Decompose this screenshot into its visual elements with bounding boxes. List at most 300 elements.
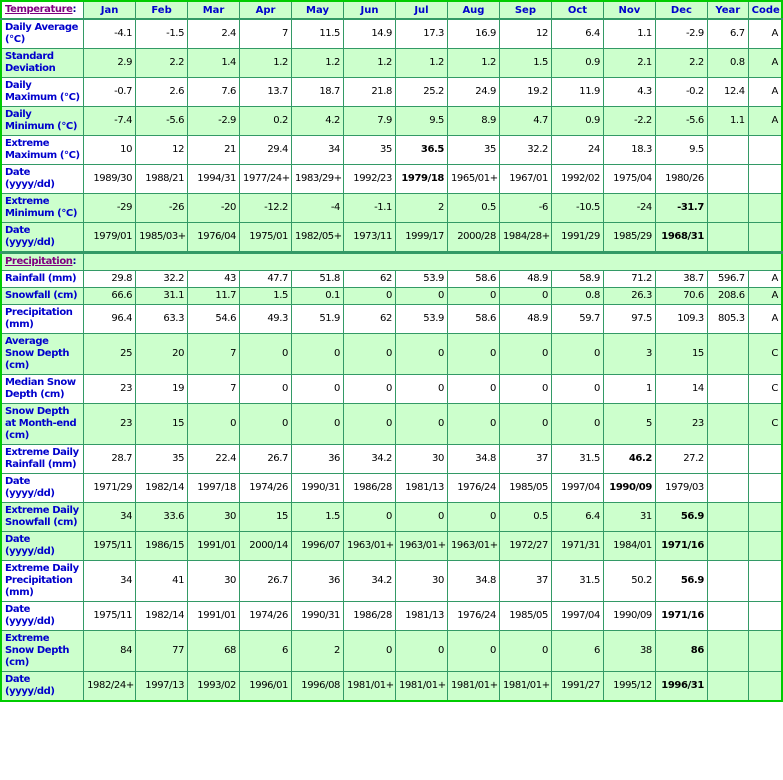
value-cell: 2.1 xyxy=(603,49,655,78)
value-cell: 46.2 xyxy=(603,445,655,474)
value-cell: -2.9 xyxy=(188,107,240,136)
value-cell: 34.8 xyxy=(447,445,499,474)
month-header-dec: Dec xyxy=(655,1,707,19)
value-cell: 30 xyxy=(395,561,447,602)
row-label: Snowfall (cm) xyxy=(1,288,84,305)
value-cell: 16.9 xyxy=(447,19,499,49)
value-cell: 1982/24+ xyxy=(84,672,136,702)
value-cell: 35 xyxy=(136,445,188,474)
value-cell: 1982/14 xyxy=(136,602,188,631)
value-cell: 71.2 xyxy=(603,271,655,288)
row-extreme-minimum xyxy=(1,194,782,223)
value-cell: 53.9 xyxy=(395,271,447,288)
value-cell: 1.2 xyxy=(447,49,499,78)
value-cell: 1994/31 xyxy=(188,165,240,194)
value-cell: 1992/23 xyxy=(344,165,396,194)
value-cell: 15 xyxy=(655,334,707,375)
value-cell: 0 xyxy=(292,375,344,404)
value-cell: 34 xyxy=(292,136,344,165)
value-cell: 1996/08 xyxy=(292,672,344,702)
value-cell: 34 xyxy=(84,561,136,602)
value-cell: 1982/14 xyxy=(136,474,188,503)
value-cell: 0 xyxy=(395,334,447,375)
value-cell: 1.5 xyxy=(292,503,344,532)
value-cell: 48.9 xyxy=(499,305,551,334)
value-cell: 1.2 xyxy=(292,49,344,78)
value-cell: 1981/01+ xyxy=(395,672,447,702)
year-value-cell: 0.8 xyxy=(707,49,748,78)
value-cell: 1979/18 xyxy=(395,165,447,194)
value-cell: 1991/29 xyxy=(551,223,603,253)
value-cell: 1988/21 xyxy=(136,165,188,194)
value-cell: 34.2 xyxy=(344,561,396,602)
value-cell: 1982/05+ xyxy=(292,223,344,253)
value-cell: 3 xyxy=(603,334,655,375)
code-value-cell xyxy=(748,165,782,194)
value-cell: 1974/26 xyxy=(240,474,292,503)
value-cell: 77 xyxy=(136,631,188,672)
value-cell: 7 xyxy=(188,334,240,375)
value-cell: 0.1 xyxy=(292,288,344,305)
value-cell: 1986/28 xyxy=(344,474,396,503)
value-cell: 17.3 xyxy=(395,19,447,49)
value-cell: 1985/03+ xyxy=(136,223,188,253)
value-cell: 1981/13 xyxy=(395,474,447,503)
value-cell: 0.9 xyxy=(551,49,603,78)
value-cell: 23 xyxy=(84,375,136,404)
year-value-cell: 12.4 xyxy=(707,78,748,107)
value-cell: 0 xyxy=(344,375,396,404)
value-cell: 37 xyxy=(499,445,551,474)
value-cell: 23 xyxy=(655,404,707,445)
code-value-cell: A xyxy=(748,19,782,49)
value-cell: 25 xyxy=(84,334,136,375)
value-cell: 12 xyxy=(499,19,551,49)
value-cell: 43 xyxy=(188,271,240,288)
value-cell: -4 xyxy=(292,194,344,223)
value-cell: 1990/09 xyxy=(603,474,655,503)
value-cell: 1.5 xyxy=(240,288,292,305)
value-cell: 0 xyxy=(551,404,603,445)
temperature-colon: : xyxy=(72,4,77,15)
value-cell: 63.3 xyxy=(136,305,188,334)
code-value-cell xyxy=(748,631,782,672)
row-standard-deviation xyxy=(1,49,782,78)
month-header-jan: Jan xyxy=(84,1,136,19)
value-cell: 1995/12 xyxy=(603,672,655,702)
year-value-cell xyxy=(707,404,748,445)
row-label: Extreme Daily Precipitation (mm) xyxy=(1,561,84,602)
row-extreme-minimum-date xyxy=(1,223,782,253)
value-cell: 2.6 xyxy=(136,78,188,107)
value-cell: 0 xyxy=(499,288,551,305)
row-label: Rainfall (mm) xyxy=(1,271,84,288)
code-value-cell xyxy=(748,445,782,474)
value-cell: 11.5 xyxy=(292,19,344,49)
row-label: Extreme Daily Snowfall (cm) xyxy=(1,503,84,532)
value-cell: 0 xyxy=(499,334,551,375)
month-header-oct: Oct xyxy=(551,1,603,19)
value-cell: 1.2 xyxy=(240,49,292,78)
row-label: Date (yyyy/dd) xyxy=(1,165,84,194)
value-cell: 0.5 xyxy=(447,194,499,223)
value-cell: 2 xyxy=(395,194,447,223)
year-value-cell xyxy=(707,334,748,375)
value-cell: 96.4 xyxy=(84,305,136,334)
value-cell: -12.2 xyxy=(240,194,292,223)
code-value-cell: C xyxy=(748,375,782,404)
month-header-jul: Jul xyxy=(395,1,447,19)
value-cell: 30 xyxy=(188,561,240,602)
year-value-cell xyxy=(707,561,748,602)
value-cell: 1965/01+ xyxy=(447,165,499,194)
row-median-snow-depth xyxy=(1,375,782,404)
value-cell: 0 xyxy=(395,631,447,672)
value-cell: 0.9 xyxy=(551,107,603,136)
value-cell: 15 xyxy=(136,404,188,445)
value-cell: 36 xyxy=(292,561,344,602)
value-cell: 21.8 xyxy=(344,78,396,107)
value-cell: 1.2 xyxy=(395,49,447,78)
value-cell: 0 xyxy=(447,404,499,445)
value-cell: 23 xyxy=(84,404,136,445)
code-value-cell: A xyxy=(748,305,782,334)
value-cell: 12 xyxy=(136,136,188,165)
value-cell: 1990/31 xyxy=(292,602,344,631)
value-cell: 1975/11 xyxy=(84,532,136,561)
month-header-jun: Jun xyxy=(344,1,396,19)
code-value-cell xyxy=(748,532,782,561)
value-cell: 1985/05 xyxy=(499,602,551,631)
value-cell: 1.1 xyxy=(603,19,655,49)
value-cell: 1 xyxy=(603,375,655,404)
precipitation-colon: : xyxy=(72,256,77,267)
value-cell: 0 xyxy=(395,288,447,305)
row-average-snow-depth xyxy=(1,334,782,375)
code-value-cell xyxy=(748,194,782,223)
temperature-section-link[interactable]: Temperature xyxy=(5,4,73,15)
value-cell: 35 xyxy=(344,136,396,165)
value-cell: 2000/28 xyxy=(447,223,499,253)
value-cell: 19 xyxy=(136,375,188,404)
value-cell: -20 xyxy=(188,194,240,223)
value-cell: 53.9 xyxy=(395,305,447,334)
value-cell: 1972/27 xyxy=(499,532,551,561)
value-cell: 0.5 xyxy=(499,503,551,532)
value-cell: 6 xyxy=(240,631,292,672)
value-cell: 13.7 xyxy=(240,78,292,107)
code-value-cell xyxy=(748,474,782,503)
section-spacer-cell xyxy=(84,253,782,271)
row-extreme-maximum xyxy=(1,136,782,165)
value-cell: -24 xyxy=(603,194,655,223)
code-value-cell: A xyxy=(748,271,782,288)
value-cell: 51.8 xyxy=(292,271,344,288)
value-cell: 0 xyxy=(292,334,344,375)
value-cell: 1971/16 xyxy=(655,602,707,631)
value-cell: 70.6 xyxy=(655,288,707,305)
row-daily-maximum xyxy=(1,78,782,107)
value-cell: 84 xyxy=(84,631,136,672)
row-snowfall xyxy=(1,288,782,305)
value-cell: 37 xyxy=(499,561,551,602)
value-cell: 38.7 xyxy=(655,271,707,288)
value-cell: 0 xyxy=(344,631,396,672)
table-header-row xyxy=(1,1,782,19)
value-cell: 1979/03 xyxy=(655,474,707,503)
value-cell: -29 xyxy=(84,194,136,223)
row-label: Date (yyyy/dd) xyxy=(1,672,84,702)
value-cell: 22.4 xyxy=(188,445,240,474)
row-label: Date (yyyy/dd) xyxy=(1,602,84,631)
row-label: Snow Depth at Month-end (cm) xyxy=(1,404,84,445)
value-cell: 1968/31 xyxy=(655,223,707,253)
value-cell: 86 xyxy=(655,631,707,672)
value-cell: 1973/11 xyxy=(344,223,396,253)
month-header-sep: Sep xyxy=(499,1,551,19)
value-cell: 1997/04 xyxy=(551,474,603,503)
value-cell: 1984/01 xyxy=(603,532,655,561)
value-cell: 1985/05 xyxy=(499,474,551,503)
value-cell: 0 xyxy=(551,334,603,375)
value-cell: 0 xyxy=(188,404,240,445)
row-label: Precipitation (mm) xyxy=(1,305,84,334)
value-cell: 1996/07 xyxy=(292,532,344,561)
value-cell: 1975/11 xyxy=(84,602,136,631)
value-cell: 2 xyxy=(292,631,344,672)
month-header-apr: Apr xyxy=(240,1,292,19)
code-header: Code xyxy=(748,1,782,19)
value-cell: 18.3 xyxy=(603,136,655,165)
value-cell: 47.7 xyxy=(240,271,292,288)
value-cell: 9.5 xyxy=(395,107,447,136)
value-cell: 34.2 xyxy=(344,445,396,474)
value-cell: 0 xyxy=(551,375,603,404)
value-cell: 30 xyxy=(395,445,447,474)
code-value-cell: A xyxy=(748,78,782,107)
value-cell: 0 xyxy=(447,288,499,305)
value-cell: 1993/02 xyxy=(188,672,240,702)
value-cell: -26 xyxy=(136,194,188,223)
value-cell: 2.2 xyxy=(136,49,188,78)
value-cell: 31 xyxy=(603,503,655,532)
row-snow-depth-month-end xyxy=(1,404,782,445)
value-cell: 1984/28+ xyxy=(499,223,551,253)
row-daily-minimum xyxy=(1,107,782,136)
year-value-cell xyxy=(707,194,748,223)
row-label: Date (yyyy/dd) xyxy=(1,532,84,561)
value-cell: 14 xyxy=(655,375,707,404)
value-cell: 0 xyxy=(447,334,499,375)
row-precipitation-section xyxy=(1,253,782,271)
value-cell: 66.6 xyxy=(84,288,136,305)
value-cell: 34 xyxy=(84,503,136,532)
value-cell: 1981/13 xyxy=(395,602,447,631)
value-cell: 1990/09 xyxy=(603,602,655,631)
precipitation-section-link[interactable]: Precipitation xyxy=(5,256,73,267)
value-cell: 1975/01 xyxy=(240,223,292,253)
value-cell: 20 xyxy=(136,334,188,375)
value-cell: 36.5 xyxy=(395,136,447,165)
value-cell: 68 xyxy=(188,631,240,672)
row-label: Daily Minimum (°C) xyxy=(1,107,84,136)
value-cell: 0.2 xyxy=(240,107,292,136)
value-cell: 4.7 xyxy=(499,107,551,136)
value-cell: -2.2 xyxy=(603,107,655,136)
row-extreme-daily-rainfall xyxy=(1,445,782,474)
value-cell: 1979/01 xyxy=(84,223,136,253)
value-cell: 24 xyxy=(551,136,603,165)
value-cell: 0 xyxy=(447,375,499,404)
value-cell: 1981/01+ xyxy=(447,672,499,702)
value-cell: 2.4 xyxy=(188,19,240,49)
value-cell: 1977/24+ xyxy=(240,165,292,194)
value-cell: 1983/29+ xyxy=(292,165,344,194)
code-value-cell: C xyxy=(748,334,782,375)
value-cell: 1963/01+ xyxy=(447,532,499,561)
year-value-cell: 1.1 xyxy=(707,107,748,136)
value-cell: 34.8 xyxy=(447,561,499,602)
row-label: Date (yyyy/dd) xyxy=(1,223,84,253)
code-value-cell xyxy=(748,136,782,165)
value-cell: 30 xyxy=(188,503,240,532)
value-cell: 9.5 xyxy=(655,136,707,165)
year-value-cell xyxy=(707,223,748,253)
row-label: Daily Maximum (°C) xyxy=(1,78,84,107)
row-label: Average Snow Depth (cm) xyxy=(1,334,84,375)
value-cell: 1981/01+ xyxy=(499,672,551,702)
value-cell: 29.8 xyxy=(84,271,136,288)
value-cell: 1991/27 xyxy=(551,672,603,702)
value-cell: 1996/01 xyxy=(240,672,292,702)
value-cell: 1997/18 xyxy=(188,474,240,503)
temperature-section-cell xyxy=(1,1,84,19)
value-cell: 31.5 xyxy=(551,445,603,474)
row-label: Extreme Maximum (°C) xyxy=(1,136,84,165)
value-cell: 1980/26 xyxy=(655,165,707,194)
row-precipitation xyxy=(1,305,782,334)
code-value-cell: A xyxy=(748,49,782,78)
row-label: Median Snow Depth (cm) xyxy=(1,375,84,404)
value-cell: 56.9 xyxy=(655,503,707,532)
value-cell: -31.7 xyxy=(655,194,707,223)
value-cell: 24.9 xyxy=(447,78,499,107)
value-cell: 6 xyxy=(551,631,603,672)
value-cell: 1974/26 xyxy=(240,602,292,631)
code-value-cell: C xyxy=(748,404,782,445)
value-cell: 14.9 xyxy=(344,19,396,49)
value-cell: 109.3 xyxy=(655,305,707,334)
value-cell: 1967/01 xyxy=(499,165,551,194)
code-value-cell: A xyxy=(748,107,782,136)
value-cell: -0.7 xyxy=(84,78,136,107)
value-cell: 18.7 xyxy=(292,78,344,107)
value-cell: 1975/04 xyxy=(603,165,655,194)
year-value-cell xyxy=(707,503,748,532)
row-extreme-daily-snowfall xyxy=(1,503,782,532)
value-cell: 1963/01+ xyxy=(395,532,447,561)
value-cell: 0 xyxy=(344,334,396,375)
year-header: Year xyxy=(707,1,748,19)
value-cell: 7 xyxy=(188,375,240,404)
year-value-cell xyxy=(707,445,748,474)
row-label: Extreme Minimum (°C) xyxy=(1,194,84,223)
value-cell: 1990/31 xyxy=(292,474,344,503)
value-cell: 97.5 xyxy=(603,305,655,334)
value-cell: 0 xyxy=(499,631,551,672)
value-cell: 6.4 xyxy=(551,19,603,49)
value-cell: 32.2 xyxy=(499,136,551,165)
value-cell: 31.5 xyxy=(551,561,603,602)
value-cell: 59.7 xyxy=(551,305,603,334)
value-cell: 4.2 xyxy=(292,107,344,136)
value-cell: 1.4 xyxy=(188,49,240,78)
value-cell: -7.4 xyxy=(84,107,136,136)
value-cell: 0 xyxy=(344,503,396,532)
year-value-cell xyxy=(707,672,748,702)
row-label: Extreme Daily Rainfall (mm) xyxy=(1,445,84,474)
year-value-cell: 596.7 xyxy=(707,271,748,288)
precipitation-section-cell xyxy=(1,253,84,271)
code-value-cell xyxy=(748,602,782,631)
value-cell: 7.6 xyxy=(188,78,240,107)
value-cell: 54.6 xyxy=(188,305,240,334)
value-cell: 1986/28 xyxy=(344,602,396,631)
value-cell: 1.2 xyxy=(344,49,396,78)
value-cell: 1992/02 xyxy=(551,165,603,194)
value-cell: 0 xyxy=(499,375,551,404)
year-value-cell xyxy=(707,375,748,404)
value-cell: 1985/29 xyxy=(603,223,655,253)
value-cell: -2.9 xyxy=(655,19,707,49)
value-cell: 0 xyxy=(447,503,499,532)
value-cell: 0 xyxy=(292,404,344,445)
row-daily-average xyxy=(1,19,782,49)
value-cell: 2.9 xyxy=(84,49,136,78)
value-cell: 0 xyxy=(240,375,292,404)
value-cell: 0 xyxy=(447,631,499,672)
row-extreme-daily-snowfall-date xyxy=(1,532,782,561)
value-cell: 26.7 xyxy=(240,445,292,474)
value-cell: 0 xyxy=(395,503,447,532)
month-header-nov: Nov xyxy=(603,1,655,19)
month-header-may: May xyxy=(292,1,344,19)
value-cell: 2000/14 xyxy=(240,532,292,561)
code-value-cell xyxy=(748,672,782,702)
value-cell: 25.2 xyxy=(395,78,447,107)
value-cell: 36 xyxy=(292,445,344,474)
value-cell: 62 xyxy=(344,271,396,288)
value-cell: 4.3 xyxy=(603,78,655,107)
code-value-cell: A xyxy=(748,288,782,305)
value-cell: 6.4 xyxy=(551,503,603,532)
value-cell: -10.5 xyxy=(551,194,603,223)
value-cell: 41 xyxy=(136,561,188,602)
value-cell: 1971/29 xyxy=(84,474,136,503)
year-value-cell xyxy=(707,474,748,503)
row-label: Extreme Snow Depth (cm) xyxy=(1,631,84,672)
value-cell: 50.2 xyxy=(603,561,655,602)
value-cell: -4.1 xyxy=(84,19,136,49)
value-cell: 31.1 xyxy=(136,288,188,305)
value-cell: 38 xyxy=(603,631,655,672)
value-cell: 0 xyxy=(344,404,396,445)
value-cell: 1997/13 xyxy=(136,672,188,702)
value-cell: 26.7 xyxy=(240,561,292,602)
value-cell: 35 xyxy=(447,136,499,165)
value-cell: 1981/01+ xyxy=(344,672,396,702)
value-cell: -0.2 xyxy=(655,78,707,107)
